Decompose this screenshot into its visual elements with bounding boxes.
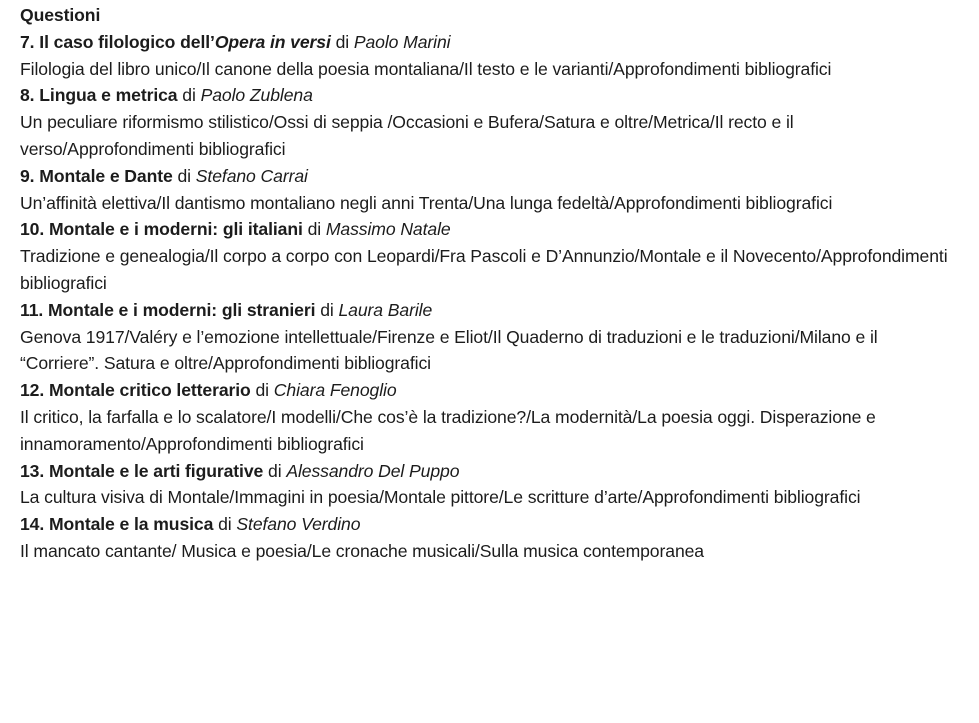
entry-title-text: Montale e i moderni: gli stranieri [47, 299, 316, 320]
entry-di: di [307, 219, 322, 240]
entry-title-9 [20, 163, 960, 190]
entry-di: di [255, 380, 269, 401]
entry-author: Stefano Verdino [236, 514, 361, 535]
entry-desc-11: Genova 1917/Valéry e l’emozione intellettuale/Firenze e Eliot/Il Quaderno di traduzioni e le traduzioni/Milano e il “Corriere”. Satura e oltre/Approfondimenti bibliografici [20, 326, 878, 374]
entry-author: Stefano Carrai [195, 165, 308, 186]
entry-title-14 [20, 511, 960, 538]
entry-author: Paolo Marini [353, 31, 451, 52]
entry-desc-10: Tradizione e genealogia/Il corpo a corpo con Leopardi/Fra Pascoli e D’Annunzio/Montale e il Novecento/Approfondimenti bibliografici [20, 246, 948, 293]
entry-title-text: Montale e le arti figurative [48, 460, 264, 481]
entry-title-text: Montale e Dante [39, 165, 173, 186]
entry-desc-7: Filologia del libro unico/Il canone della poesia montaliana/Il testo e le varianti/Approfondimenti bibliografici [20, 58, 832, 79]
entry-di: di [218, 514, 232, 535]
entry-desc-8: Un peculiare riformismo stilistico/Ossi di seppia /Occasioni e Bufera/Satura e oltre/Metrica/Il recto e il verso/Approfondimenti bibliografici [20, 112, 794, 159]
entry-title-text: Montale e i moderni: gli italiani [48, 219, 303, 240]
entry-title-text: Montale critico letterario [48, 380, 251, 401]
entry-desc-14: Il mancato cantante/ Musica e poesia/Le cronache musicali/Sulla musica contemporanea [20, 540, 704, 561]
entry-desc-13: La cultura visiva di Montale/Immagini in poesia/Montale pittore/Le scritture d’arte/Approfondimenti bibliografici [20, 487, 861, 508]
entry-number: 11. [20, 299, 44, 320]
entry-number: 10. [20, 219, 45, 240]
entry-author: Alessandro Del Puppo [286, 460, 460, 481]
entry-title-13 [20, 458, 960, 485]
entry-author: Paolo Zublena [200, 85, 313, 106]
entry-title-text: Il caso filologico dell’ [39, 31, 215, 52]
entry-number: 12. [20, 380, 45, 401]
entry-author: Massimo Natale [325, 219, 451, 240]
section-heading: Questioni [20, 5, 101, 25]
entry-title-8 [20, 82, 960, 109]
entry-title-12 [20, 377, 960, 404]
entry-author: Laura Barile [338, 299, 433, 320]
entry-author: Chiara Fenoglio [273, 380, 397, 401]
entry-title-italic: Opera in versi [214, 31, 331, 52]
entry-title-7 [20, 29, 960, 56]
entry-title-11 [20, 297, 960, 324]
entry-number: 13. [20, 460, 45, 481]
entry-di: di [320, 299, 334, 320]
entry-number: 8. [20, 85, 35, 106]
entry-title-text: Montale e la musica [48, 514, 214, 535]
entry-di: di [335, 31, 350, 52]
entry-title-text: Lingua e metrica [39, 85, 178, 106]
entry-desc-12: Il critico, la farfalla e lo scalatore/I modelli/Che cos’è la tradizione?/La modernità/La poesia oggi. Disperazione e innamoramento/Approfondimenti bibliografici [20, 406, 876, 454]
entry-number: 14. [20, 514, 45, 535]
entry-di: di [177, 165, 191, 186]
entry-di: di [268, 460, 282, 481]
entry-number: 9. [20, 165, 35, 186]
entry-title-10 [20, 216, 960, 243]
entry-desc-9: Un’affinità elettiva/Il dantismo montaliano negli anni Trenta/Una lunga fedeltà/Approfondimenti bibliografici [20, 192, 833, 213]
entry-di: di [182, 85, 196, 106]
entry-number: 7. [20, 31, 35, 52]
